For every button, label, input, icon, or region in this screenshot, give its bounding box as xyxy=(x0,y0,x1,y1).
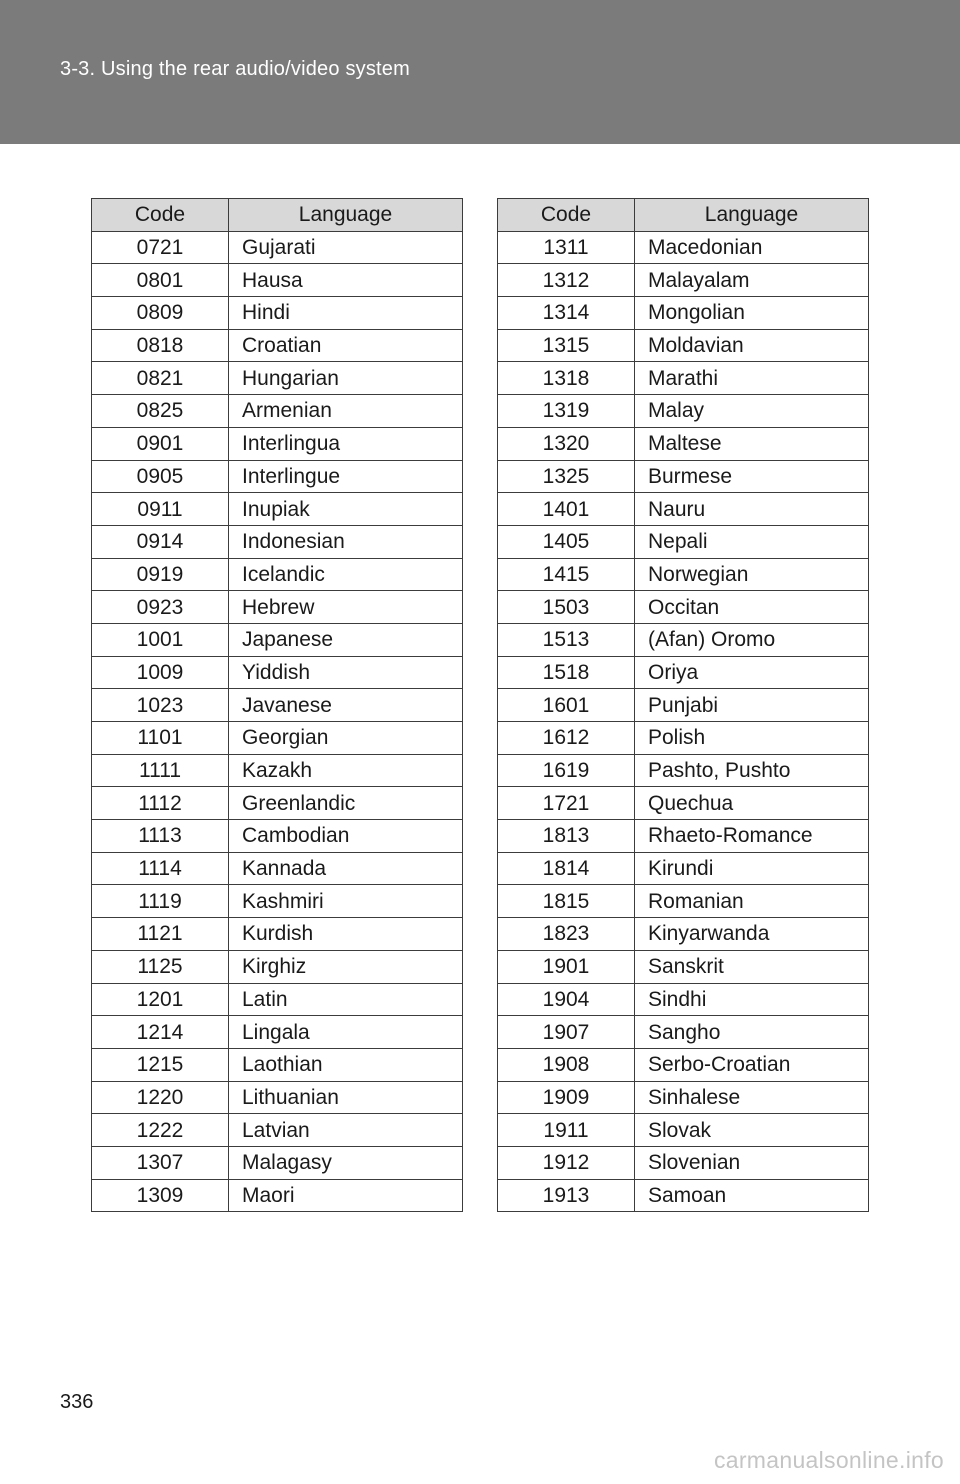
table-row xyxy=(498,362,869,395)
language-name-cell: Burmese xyxy=(635,460,869,493)
language-code-cell: 0911 xyxy=(92,493,229,526)
language-name-cell: Serbo-Croatian xyxy=(635,1048,869,1081)
language-name-cell: Slovak xyxy=(635,1114,869,1147)
language-name-cell: Hindi xyxy=(229,297,463,330)
table-row xyxy=(498,1146,869,1179)
language-code-cell: 0801 xyxy=(92,264,229,297)
table-row xyxy=(92,1179,463,1212)
table-row xyxy=(92,493,463,526)
language-name-cell: Lingala xyxy=(229,1016,463,1049)
table-row xyxy=(498,427,869,460)
table-row xyxy=(92,656,463,689)
language-code-cell: 1612 xyxy=(498,722,635,755)
language-code-cell: 1405 xyxy=(498,525,635,558)
language-name-cell: Yiddish xyxy=(229,656,463,689)
language-code-cell: 1619 xyxy=(498,754,635,787)
table-row xyxy=(498,885,869,918)
language-code-cell: 1721 xyxy=(498,787,635,820)
table-row xyxy=(498,264,869,297)
language-code-cell: 1415 xyxy=(498,558,635,591)
language-code-cell: 1813 xyxy=(498,820,635,853)
language-code-cell: 1503 xyxy=(498,591,635,624)
table-row xyxy=(498,623,869,656)
language-code-cell: 1214 xyxy=(92,1016,229,1049)
language-code-cell: 1814 xyxy=(498,852,635,885)
table-row xyxy=(498,1179,869,1212)
language-name-cell: Hebrew xyxy=(229,591,463,624)
table-row xyxy=(92,329,463,362)
table-row xyxy=(498,493,869,526)
table-row xyxy=(498,754,869,787)
language-name-cell: Interlingue xyxy=(229,460,463,493)
language-code-cell: 0923 xyxy=(92,591,229,624)
table-row xyxy=(498,787,869,820)
language-name-cell: Samoan xyxy=(635,1179,869,1212)
language-name-cell: Indonesian xyxy=(229,525,463,558)
table-row xyxy=(92,297,463,330)
language-name-cell: Polish xyxy=(635,722,869,755)
language-name-cell: Rhaeto-Romance xyxy=(635,820,869,853)
language-code-cell: 1220 xyxy=(92,1081,229,1114)
table-row xyxy=(92,689,463,722)
language-code-cell: 0809 xyxy=(92,297,229,330)
language-code-cell: 1901 xyxy=(498,950,635,983)
language-code-cell: 1009 xyxy=(92,656,229,689)
table-row xyxy=(498,591,869,624)
language-name-cell: Kirundi xyxy=(635,852,869,885)
language-name-cell: Interlingua xyxy=(229,427,463,460)
language-code-cell: 1823 xyxy=(498,918,635,951)
language-code-cell: 1314 xyxy=(498,297,635,330)
table-row xyxy=(92,1114,463,1147)
language-code-cell: 1319 xyxy=(498,395,635,428)
language-name-cell: Laothian xyxy=(229,1048,463,1081)
language-code-cell: 0905 xyxy=(92,460,229,493)
table-row xyxy=(92,525,463,558)
table-row xyxy=(92,1081,463,1114)
language-name-cell: Malayalam xyxy=(635,264,869,297)
language-name-cell: Nepali xyxy=(635,525,869,558)
column-header-code: Code xyxy=(92,199,229,232)
language-name-cell: Romanian xyxy=(635,885,869,918)
language-name-cell: Kannada xyxy=(229,852,463,885)
table-row xyxy=(92,231,463,264)
table-row xyxy=(92,787,463,820)
section-title: 3-3. Using the rear audio/video system xyxy=(60,58,410,80)
language-name-cell: Kashmiri xyxy=(229,885,463,918)
language-name-cell: Japanese xyxy=(229,623,463,656)
language-code-cell: 1318 xyxy=(498,362,635,395)
language-name-cell: Lithuanian xyxy=(229,1081,463,1114)
language-name-cell: Punjabi xyxy=(635,689,869,722)
language-name-cell: Moldavian xyxy=(635,329,869,362)
table-row xyxy=(92,722,463,755)
language-name-cell: Kazakh xyxy=(229,754,463,787)
language-code-cell: 0825 xyxy=(92,395,229,428)
language-name-cell: Quechua xyxy=(635,787,869,820)
table-row xyxy=(498,820,869,853)
language-name-cell: Maori xyxy=(229,1179,463,1212)
table-row xyxy=(498,722,869,755)
table-row xyxy=(498,1114,869,1147)
language-code-cell: 0901 xyxy=(92,427,229,460)
language-code-cell: 1309 xyxy=(92,1179,229,1212)
language-name-cell: Sangho xyxy=(635,1016,869,1049)
language-name-cell: Gujarati xyxy=(229,231,463,264)
language-code-cell: 1312 xyxy=(498,264,635,297)
language-code-cell: 1513 xyxy=(498,623,635,656)
table-row xyxy=(92,820,463,853)
table-row xyxy=(92,460,463,493)
language-code-cell: 1125 xyxy=(92,950,229,983)
language-name-cell: Latin xyxy=(229,983,463,1016)
language-name-cell: Kirghiz xyxy=(229,950,463,983)
language-name-cell: Maltese xyxy=(635,427,869,460)
section-header-band xyxy=(0,0,960,144)
table-row xyxy=(92,395,463,428)
language-name-cell: Slovenian xyxy=(635,1146,869,1179)
language-code-cell: 0821 xyxy=(92,362,229,395)
table-row xyxy=(498,918,869,951)
language-code-cell: 0721 xyxy=(92,231,229,264)
language-code-cell: 1601 xyxy=(498,689,635,722)
table-row xyxy=(498,525,869,558)
language-name-cell: Latvian xyxy=(229,1114,463,1147)
table-row xyxy=(92,264,463,297)
language-name-cell: Oriya xyxy=(635,656,869,689)
table-row xyxy=(92,427,463,460)
table-row xyxy=(92,558,463,591)
table-row xyxy=(92,591,463,624)
table-row xyxy=(498,1016,869,1049)
table-row xyxy=(92,362,463,395)
language-code-cell: 1222 xyxy=(92,1114,229,1147)
language-name-cell: Mongolian xyxy=(635,297,869,330)
table-header-row xyxy=(498,199,869,232)
language-code-cell: 1320 xyxy=(498,427,635,460)
table-row xyxy=(498,1048,869,1081)
language-code-cell: 1307 xyxy=(92,1146,229,1179)
language-name-cell: Icelandic xyxy=(229,558,463,591)
table-row xyxy=(498,395,869,428)
language-code-cell: 1001 xyxy=(92,623,229,656)
language-name-cell: Marathi xyxy=(635,362,869,395)
table-row xyxy=(92,754,463,787)
table-row xyxy=(498,329,869,362)
table-row xyxy=(92,1016,463,1049)
language-name-cell: Sindhi xyxy=(635,983,869,1016)
language-code-cell: 1315 xyxy=(498,329,635,362)
table-row xyxy=(498,950,869,983)
language-code-table-left xyxy=(91,198,463,1212)
table-row xyxy=(498,297,869,330)
table-row xyxy=(498,852,869,885)
language-name-cell: Croatian xyxy=(229,329,463,362)
language-code-cell: 1111 xyxy=(92,754,229,787)
table-row xyxy=(498,558,869,591)
table-row xyxy=(92,950,463,983)
table-row xyxy=(92,885,463,918)
language-code-cell: 1909 xyxy=(498,1081,635,1114)
language-code-cell: 1904 xyxy=(498,983,635,1016)
language-code-cell: 1121 xyxy=(92,918,229,951)
language-code-cell: 1215 xyxy=(92,1048,229,1081)
language-code-cell: 0818 xyxy=(92,329,229,362)
language-code-cell: 1113 xyxy=(92,820,229,853)
language-name-cell: Greenlandic xyxy=(229,787,463,820)
language-code-cell: 1815 xyxy=(498,885,635,918)
table-row xyxy=(92,623,463,656)
language-code-cell: 0914 xyxy=(92,525,229,558)
table-row xyxy=(498,460,869,493)
language-name-cell: Macedonian xyxy=(635,231,869,264)
language-name-cell: Norwegian xyxy=(635,558,869,591)
language-code-cell: 1311 xyxy=(498,231,635,264)
language-code-cell: 1114 xyxy=(92,852,229,885)
language-code-cell: 1112 xyxy=(92,787,229,820)
column-header-code: Code xyxy=(498,199,635,232)
language-name-cell: Malay xyxy=(635,395,869,428)
language-name-cell: Malagasy xyxy=(229,1146,463,1179)
language-code-cell: 1907 xyxy=(498,1016,635,1049)
language-code-cell: 0919 xyxy=(92,558,229,591)
language-name-cell: Sinhalese xyxy=(635,1081,869,1114)
language-name-cell: Kinyarwanda xyxy=(635,918,869,951)
language-name-cell: Pashto, Pushto xyxy=(635,754,869,787)
column-header-language: Language xyxy=(229,199,463,232)
table-header-row xyxy=(92,199,463,232)
language-name-cell: Armenian xyxy=(229,395,463,428)
language-code-cell: 1913 xyxy=(498,1179,635,1212)
language-name-cell: Cambodian xyxy=(229,820,463,853)
table-row xyxy=(498,656,869,689)
language-code-cell: 1201 xyxy=(92,983,229,1016)
language-code-cell: 1518 xyxy=(498,656,635,689)
language-name-cell: Nauru xyxy=(635,493,869,526)
language-name-cell: Occitan xyxy=(635,591,869,624)
column-header-language: Language xyxy=(635,199,869,232)
language-name-cell: Kurdish xyxy=(229,918,463,951)
language-code-cell: 1023 xyxy=(92,689,229,722)
language-code-cell: 1912 xyxy=(498,1146,635,1179)
language-name-cell: Inupiak xyxy=(229,493,463,526)
table-row xyxy=(498,983,869,1016)
table-row xyxy=(92,1146,463,1179)
language-name-cell: Hungarian xyxy=(229,362,463,395)
language-name-cell: Javanese xyxy=(229,689,463,722)
language-code-cell: 1401 xyxy=(498,493,635,526)
table-row xyxy=(498,1081,869,1114)
language-name-cell: Hausa xyxy=(229,264,463,297)
table-row xyxy=(92,1048,463,1081)
language-name-cell: Sanskrit xyxy=(635,950,869,983)
page-number: 336 xyxy=(60,1391,94,1413)
language-code-table-right xyxy=(497,198,869,1212)
watermark: carmanualsonline.info xyxy=(713,1447,944,1473)
language-code-cell: 1911 xyxy=(498,1114,635,1147)
language-name-cell: Georgian xyxy=(229,722,463,755)
table-row xyxy=(498,689,869,722)
table-row xyxy=(92,918,463,951)
table-row xyxy=(498,231,869,264)
language-name-cell: (Afan) Oromo xyxy=(635,623,869,656)
language-code-cell: 1325 xyxy=(498,460,635,493)
language-code-cell: 1101 xyxy=(92,722,229,755)
table-row xyxy=(92,983,463,1016)
language-code-cell: 1908 xyxy=(498,1048,635,1081)
language-code-cell: 1119 xyxy=(92,885,229,918)
table-row xyxy=(92,852,463,885)
